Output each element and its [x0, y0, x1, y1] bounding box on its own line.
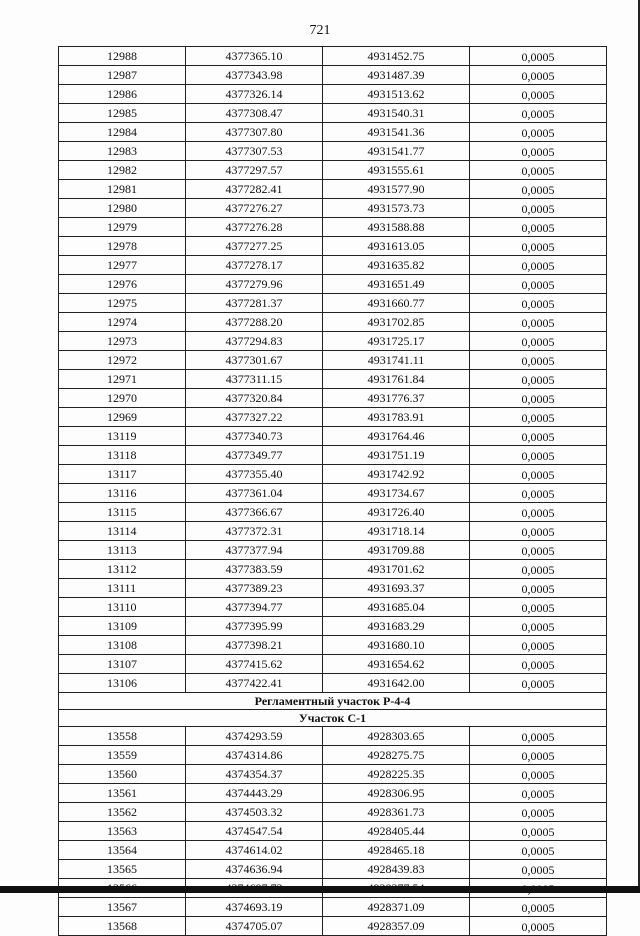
accuracy-cell: 0,0005 [470, 727, 607, 746]
accuracy-cell: 0,0005 [470, 218, 607, 237]
coord-x-cell: 4377326.14 [186, 85, 323, 104]
coord-y-cell: 4931701.62 [323, 560, 470, 579]
coord-y-cell: 4931702.85 [323, 313, 470, 332]
table-row [59, 427, 607, 446]
table-row [59, 180, 607, 199]
table-row [59, 446, 607, 465]
coord-y-cell: 4931742.92 [323, 465, 470, 484]
table-row [59, 256, 607, 275]
table-row [59, 199, 607, 218]
coord-y-cell: 4928303.65 [323, 727, 470, 746]
coord-y-cell: 4931693.37 [323, 579, 470, 598]
coord-x-cell: 4377288.20 [186, 313, 323, 332]
point-number-cell: 12973 [59, 332, 186, 351]
table-row [59, 294, 607, 313]
point-number-cell: 12979 [59, 218, 186, 237]
accuracy-cell: 0,0005 [470, 332, 607, 351]
coord-x-cell: 4374293.59 [186, 727, 323, 746]
coord-y-cell: 4931764.46 [323, 427, 470, 446]
coord-y-cell: 4931541.77 [323, 142, 470, 161]
coord-x-cell: 4377281.37 [186, 294, 323, 313]
accuracy-cell: 0,0005 [470, 142, 607, 161]
point-number-cell: 12988 [59, 47, 186, 66]
accuracy-cell: 0,0005 [470, 237, 607, 256]
point-number-cell: 13110 [59, 598, 186, 617]
coord-y-cell: 4928405.44 [323, 822, 470, 841]
accuracy-cell: 0,0005 [470, 161, 607, 180]
coord-y-cell: 4928371.09 [323, 898, 470, 917]
accuracy-cell: 0,0005 [470, 841, 607, 860]
coord-y-cell: 4931725.17 [323, 332, 470, 351]
coord-x-cell: 4377297.57 [186, 161, 323, 180]
point-number-cell: 13560 [59, 765, 186, 784]
table-row [59, 484, 607, 503]
coord-y-cell: 4931683.29 [323, 617, 470, 636]
table-row [59, 541, 607, 560]
coord-y-cell: 4928275.75 [323, 746, 470, 765]
accuracy-cell: 0,0005 [470, 275, 607, 294]
accuracy-cell: 0,0005 [470, 674, 607, 693]
table-row [59, 408, 607, 427]
coord-x-cell: 4377340.73 [186, 427, 323, 446]
coord-x-cell: 4377365.10 [186, 47, 323, 66]
coord-x-cell: 4374636.94 [186, 860, 323, 879]
coord-y-cell: 4928361.73 [323, 803, 470, 822]
coord-y-cell: 4931751.19 [323, 446, 470, 465]
subsection-title: Участок С-1 [59, 710, 607, 727]
point-number-cell: 13562 [59, 803, 186, 822]
coord-y-cell: 4931487.39 [323, 66, 470, 85]
point-number-cell: 12971 [59, 370, 186, 389]
accuracy-cell: 0,0005 [470, 427, 607, 446]
coord-y-cell: 4931776.37 [323, 389, 470, 408]
page-number: 721 [309, 23, 331, 38]
coord-y-cell: 4928439.83 [323, 860, 470, 879]
coord-y-cell: 4931726.40 [323, 503, 470, 522]
point-number-cell: 12970 [59, 389, 186, 408]
coord-x-cell: 4377282.41 [186, 180, 323, 199]
accuracy-cell: 0,0005 [470, 898, 607, 917]
table-row [59, 123, 607, 142]
coord-x-cell: 4377415.62 [186, 655, 323, 674]
table-row [59, 636, 607, 655]
point-number-cell: 13112 [59, 560, 186, 579]
table-row [59, 465, 607, 484]
table-row [59, 841, 607, 860]
coord-x-cell: 4377308.47 [186, 104, 323, 123]
coord-y-cell: 4931709.88 [323, 541, 470, 560]
point-number-cell: 12981 [59, 180, 186, 199]
table-row [59, 142, 607, 161]
section-title-row [59, 693, 607, 710]
table-row [59, 237, 607, 256]
coord-y-cell: 4931651.49 [323, 275, 470, 294]
subsection-title-row [59, 710, 607, 727]
coord-x-cell: 4377422.41 [186, 674, 323, 693]
accuracy-cell: 0,0005 [470, 522, 607, 541]
point-number-cell: 12984 [59, 123, 186, 142]
point-number-cell: 12974 [59, 313, 186, 332]
accuracy-cell: 0,0005 [470, 47, 607, 66]
page-edge-bottom [0, 886, 640, 893]
accuracy-cell: 0,0005 [470, 408, 607, 427]
coord-x-cell: 4377307.80 [186, 123, 323, 142]
table-row [59, 47, 607, 66]
accuracy-cell: 0,0005 [470, 860, 607, 879]
table-row [59, 746, 607, 765]
coord-y-cell: 4931573.73 [323, 199, 470, 218]
coord-x-cell: 4377377.94 [186, 541, 323, 560]
coord-y-cell: 4931541.36 [323, 123, 470, 142]
accuracy-cell: 0,0005 [470, 541, 607, 560]
section-title: Регламентный участок Р-4-4 [59, 693, 607, 710]
coord-y-cell: 4931613.05 [323, 237, 470, 256]
point-number-cell: 13113 [59, 541, 186, 560]
point-number-cell: 13559 [59, 746, 186, 765]
table-body-lower [59, 727, 607, 936]
point-number-cell: 13567 [59, 898, 186, 917]
table-row [59, 218, 607, 237]
coord-x-cell: 4374354.37 [186, 765, 323, 784]
coord-y-cell: 4931685.04 [323, 598, 470, 617]
table-row [59, 161, 607, 180]
coord-x-cell: 4377366.67 [186, 503, 323, 522]
coord-y-cell: 4931588.88 [323, 218, 470, 237]
coord-x-cell: 4377279.96 [186, 275, 323, 294]
table-row [59, 674, 607, 693]
accuracy-cell: 0,0005 [470, 617, 607, 636]
coord-y-cell: 4931783.91 [323, 408, 470, 427]
coord-x-cell: 4377383.59 [186, 560, 323, 579]
point-number-cell: 12975 [59, 294, 186, 313]
coord-y-cell: 4928465.18 [323, 841, 470, 860]
accuracy-cell: 0,0005 [470, 917, 607, 936]
coord-x-cell: 4374314.86 [186, 746, 323, 765]
point-number-cell: 12972 [59, 351, 186, 370]
accuracy-cell: 0,0005 [470, 256, 607, 275]
table-row [59, 765, 607, 784]
accuracy-cell: 0,0005 [470, 579, 607, 598]
table-row [59, 822, 607, 841]
coord-y-cell: 4931660.77 [323, 294, 470, 313]
accuracy-cell: 0,0005 [470, 85, 607, 104]
point-number-cell: 12982 [59, 161, 186, 180]
point-number-cell: 13115 [59, 503, 186, 522]
accuracy-cell: 0,0005 [470, 822, 607, 841]
accuracy-cell: 0,0005 [470, 465, 607, 484]
coord-x-cell: 4377327.22 [186, 408, 323, 427]
accuracy-cell: 0,0005 [470, 446, 607, 465]
point-number-cell: 12969 [59, 408, 186, 427]
section-header-group [59, 693, 607, 727]
accuracy-cell: 0,0005 [470, 370, 607, 389]
table-body-upper [59, 47, 607, 693]
accuracy-cell: 0,0005 [470, 784, 607, 803]
accuracy-cell: 0,0005 [470, 389, 607, 408]
accuracy-cell: 0,0005 [470, 560, 607, 579]
coord-x-cell: 4377372.31 [186, 522, 323, 541]
point-number-cell: 12976 [59, 275, 186, 294]
coord-x-cell: 4377361.04 [186, 484, 323, 503]
coord-y-cell: 4931452.75 [323, 47, 470, 66]
point-number-cell: 13116 [59, 484, 186, 503]
coordinates-table [58, 46, 607, 936]
coord-y-cell: 4931513.62 [323, 85, 470, 104]
coord-y-cell: 4931680.10 [323, 636, 470, 655]
accuracy-cell: 0,0005 [470, 104, 607, 123]
point-number-cell: 12980 [59, 199, 186, 218]
point-number-cell: 13568 [59, 917, 186, 936]
table-row [59, 598, 607, 617]
accuracy-cell: 0,0005 [470, 636, 607, 655]
point-number-cell: 12986 [59, 85, 186, 104]
coord-y-cell: 4931741.11 [323, 351, 470, 370]
coord-y-cell: 4931642.00 [323, 674, 470, 693]
coord-x-cell: 4377294.83 [186, 332, 323, 351]
table-row [59, 104, 607, 123]
point-number-cell: 13108 [59, 636, 186, 655]
accuracy-cell: 0,0005 [470, 765, 607, 784]
point-number-cell: 13106 [59, 674, 186, 693]
coord-x-cell: 4377394.77 [186, 598, 323, 617]
accuracy-cell: 0,0005 [470, 484, 607, 503]
point-number-cell: 12978 [59, 237, 186, 256]
accuracy-cell: 0,0005 [470, 746, 607, 765]
point-number-cell: 13118 [59, 446, 186, 465]
table-row [59, 503, 607, 522]
coord-y-cell: 4931635.82 [323, 256, 470, 275]
table-row [59, 313, 607, 332]
coord-x-cell: 4377343.98 [186, 66, 323, 85]
point-number-cell: 13107 [59, 655, 186, 674]
coord-y-cell: 4928225.35 [323, 765, 470, 784]
point-number-cell: 13561 [59, 784, 186, 803]
point-number-cell: 13114 [59, 522, 186, 541]
coord-y-cell: 4931555.61 [323, 161, 470, 180]
point-number-cell: 13119 [59, 427, 186, 446]
table-row [59, 579, 607, 598]
coord-y-cell: 4931654.62 [323, 655, 470, 674]
accuracy-cell: 0,0005 [470, 313, 607, 332]
accuracy-cell: 0,0005 [470, 803, 607, 822]
table-row [59, 617, 607, 636]
coord-y-cell: 4931718.14 [323, 522, 470, 541]
coord-y-cell: 4931734.67 [323, 484, 470, 503]
coord-x-cell: 4377307.53 [186, 142, 323, 161]
coord-x-cell: 4374547.54 [186, 822, 323, 841]
point-number-cell: 13558 [59, 727, 186, 746]
coord-x-cell: 4377276.28 [186, 218, 323, 237]
point-number-cell: 12983 [59, 142, 186, 161]
table-row [59, 898, 607, 917]
point-number-cell: 13565 [59, 860, 186, 879]
coord-x-cell: 4377311.15 [186, 370, 323, 389]
coord-x-cell: 4377278.17 [186, 256, 323, 275]
table-row [59, 803, 607, 822]
point-number-cell: 13109 [59, 617, 186, 636]
table-row [59, 389, 607, 408]
coord-y-cell: 4931761.84 [323, 370, 470, 389]
coord-y-cell: 4931540.31 [323, 104, 470, 123]
coord-x-cell: 4377277.25 [186, 237, 323, 256]
coord-x-cell: 4374693.19 [186, 898, 323, 917]
table-row [59, 275, 607, 294]
table-row [59, 860, 607, 879]
coord-x-cell: 4377301.67 [186, 351, 323, 370]
point-number-cell: 13563 [59, 822, 186, 841]
accuracy-cell: 0,0005 [470, 123, 607, 142]
table-row [59, 66, 607, 85]
coord-x-cell: 4377398.21 [186, 636, 323, 655]
table-row [59, 85, 607, 104]
coord-x-cell: 4374443.29 [186, 784, 323, 803]
coord-x-cell: 4374705.07 [186, 917, 323, 936]
accuracy-cell: 0,0005 [470, 655, 607, 674]
accuracy-cell: 0,0005 [470, 351, 607, 370]
table-row [59, 560, 607, 579]
table-row [59, 784, 607, 803]
coord-x-cell: 4377395.99 [186, 617, 323, 636]
point-number-cell: 12977 [59, 256, 186, 275]
coord-x-cell: 4377320.84 [186, 389, 323, 408]
point-number-cell: 13111 [59, 579, 186, 598]
coord-x-cell: 4374503.32 [186, 803, 323, 822]
coord-x-cell: 4377355.40 [186, 465, 323, 484]
table-row [59, 522, 607, 541]
point-number-cell: 12987 [59, 66, 186, 85]
coord-x-cell: 4374614.02 [186, 841, 323, 860]
accuracy-cell: 0,0005 [470, 199, 607, 218]
coord-x-cell: 4377349.77 [186, 446, 323, 465]
table-row [59, 332, 607, 351]
accuracy-cell: 0,0005 [470, 294, 607, 313]
table-row [59, 917, 607, 936]
coord-y-cell: 4928357.09 [323, 917, 470, 936]
accuracy-cell: 0,0005 [470, 180, 607, 199]
accuracy-cell: 0,0005 [470, 598, 607, 617]
accuracy-cell: 0,0005 [470, 503, 607, 522]
point-number-cell: 13564 [59, 841, 186, 860]
table-row [59, 655, 607, 674]
point-number-cell: 13117 [59, 465, 186, 484]
table-row [59, 370, 607, 389]
coord-y-cell: 4931577.90 [323, 180, 470, 199]
coord-x-cell: 4377389.23 [186, 579, 323, 598]
point-number-cell: 12985 [59, 104, 186, 123]
coord-x-cell: 4377276.27 [186, 199, 323, 218]
table-row [59, 727, 607, 746]
accuracy-cell: 0,0005 [470, 66, 607, 85]
table-row [59, 351, 607, 370]
coord-y-cell: 4928306.95 [323, 784, 470, 803]
